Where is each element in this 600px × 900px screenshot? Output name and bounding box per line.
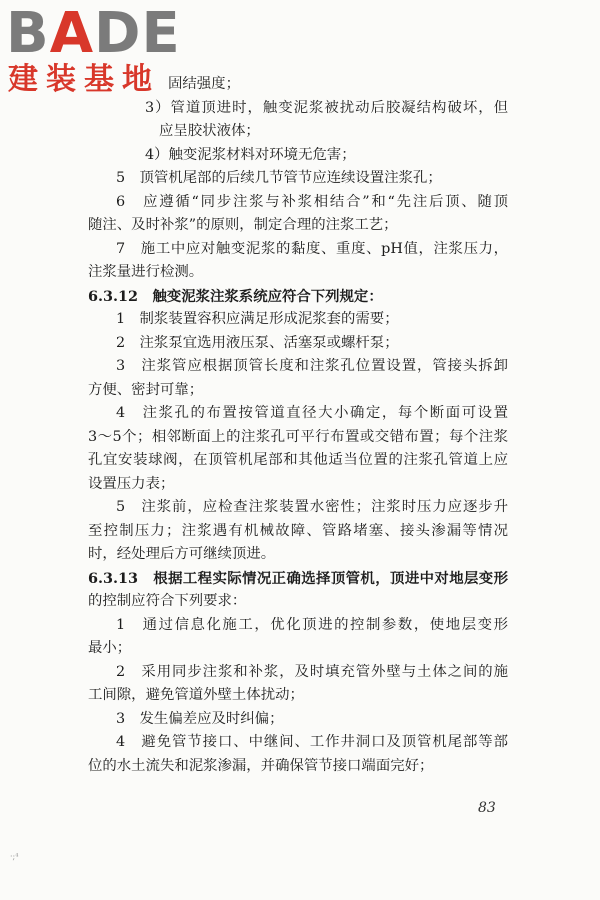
text-line: 2 采用同步注浆和补浆，及时填充管外壁与土体之间的施	[116, 663, 508, 680]
text-line: 3～5个；相邻断面上的注浆孔可平行布置或交错布置；每个注浆	[88, 428, 508, 445]
text-line: 3）管道顶进时，触变泥浆被扰动后胶凝结构破坏，但	[145, 99, 508, 116]
text-line: 注浆量进行检测。	[88, 264, 204, 280]
text-line: 方便、密封可靠；	[88, 381, 204, 398]
text-line: 时，经处理后方可继续顶进。	[88, 546, 276, 562]
document-body	[88, 73, 508, 778]
scan-mark: ·;⁴	[10, 852, 19, 861]
text-line: 至控制压力；注浆遇有机械故障、管路堵塞、接头渗漏等情况	[88, 522, 508, 539]
text-line: 4）触变泥浆材料对环境无危害；	[145, 146, 356, 163]
text-line: 随注、及时补浆”的原则，制定合理的注浆工艺；	[88, 217, 398, 233]
text-line: 孔宜安装球阀，在顶管机尾部和其他适当位置的注浆孔管道上应	[88, 452, 508, 468]
text-line: 6 应遵循“同步注浆与补浆相结合”和“先注后顶、随顶	[116, 193, 508, 210]
text-line: 4 注浆孔的布置按管道直径大小确定，每个断面可设置	[116, 405, 508, 421]
text-line: 最小；	[88, 640, 132, 656]
text-line: 7 施工中应对触变泥浆的黏度、重度、pH值，注浆压力，	[116, 240, 508, 257]
text-line: 3 注浆管应根据顶管长度和注浆孔位置设置，管接头拆卸	[116, 358, 508, 374]
page-number: 83	[478, 800, 496, 816]
logo-subtitle: 建装基地	[8, 62, 160, 97]
text-line: 应呈胶状液体；	[159, 123, 260, 139]
text-line: 2 注浆泵宜选用液压泵、活塞泵或螺杆泵；	[116, 334, 399, 351]
text-line: 4 避免管节接口、中继间、工作井洞口及顶管机尾部等部	[116, 734, 508, 750]
text-line: 5 顶管机尾部的后续几节管节应连续设置注浆孔；	[116, 170, 442, 186]
text-line: 设置压力表；	[88, 475, 175, 492]
logo-wordmark: BADE	[6, 1, 181, 66]
text-line: 1 制浆装置容积应满足形成泥浆套的需要；	[116, 311, 399, 327]
text-line: 的控制应符合下列要求：	[88, 593, 247, 609]
text-line: 5 注浆前，应检查注浆装置水密性；注浆时压力应逐步升	[116, 499, 508, 515]
section-heading: 6.3.13 根据工程实际情况正确选择顶管机，顶进中对地层变形	[88, 569, 508, 587]
section-heading: 6.3.12 触变泥浆注浆系统应符合下列规定：	[88, 287, 383, 305]
text-line: 1 通过信息化施工，优化顶进的控制参数，使地层变形	[116, 616, 508, 633]
text-line: 固结强度；	[168, 76, 240, 92]
text-line: 位的水土流失和泥浆渗漏，并确保管节接口端面完好；	[88, 757, 434, 774]
text-line: 3 发生偏差应及时纠偏；	[116, 710, 284, 727]
text-line: 工间隙，避免管道外壁土体扰动；	[88, 687, 304, 703]
